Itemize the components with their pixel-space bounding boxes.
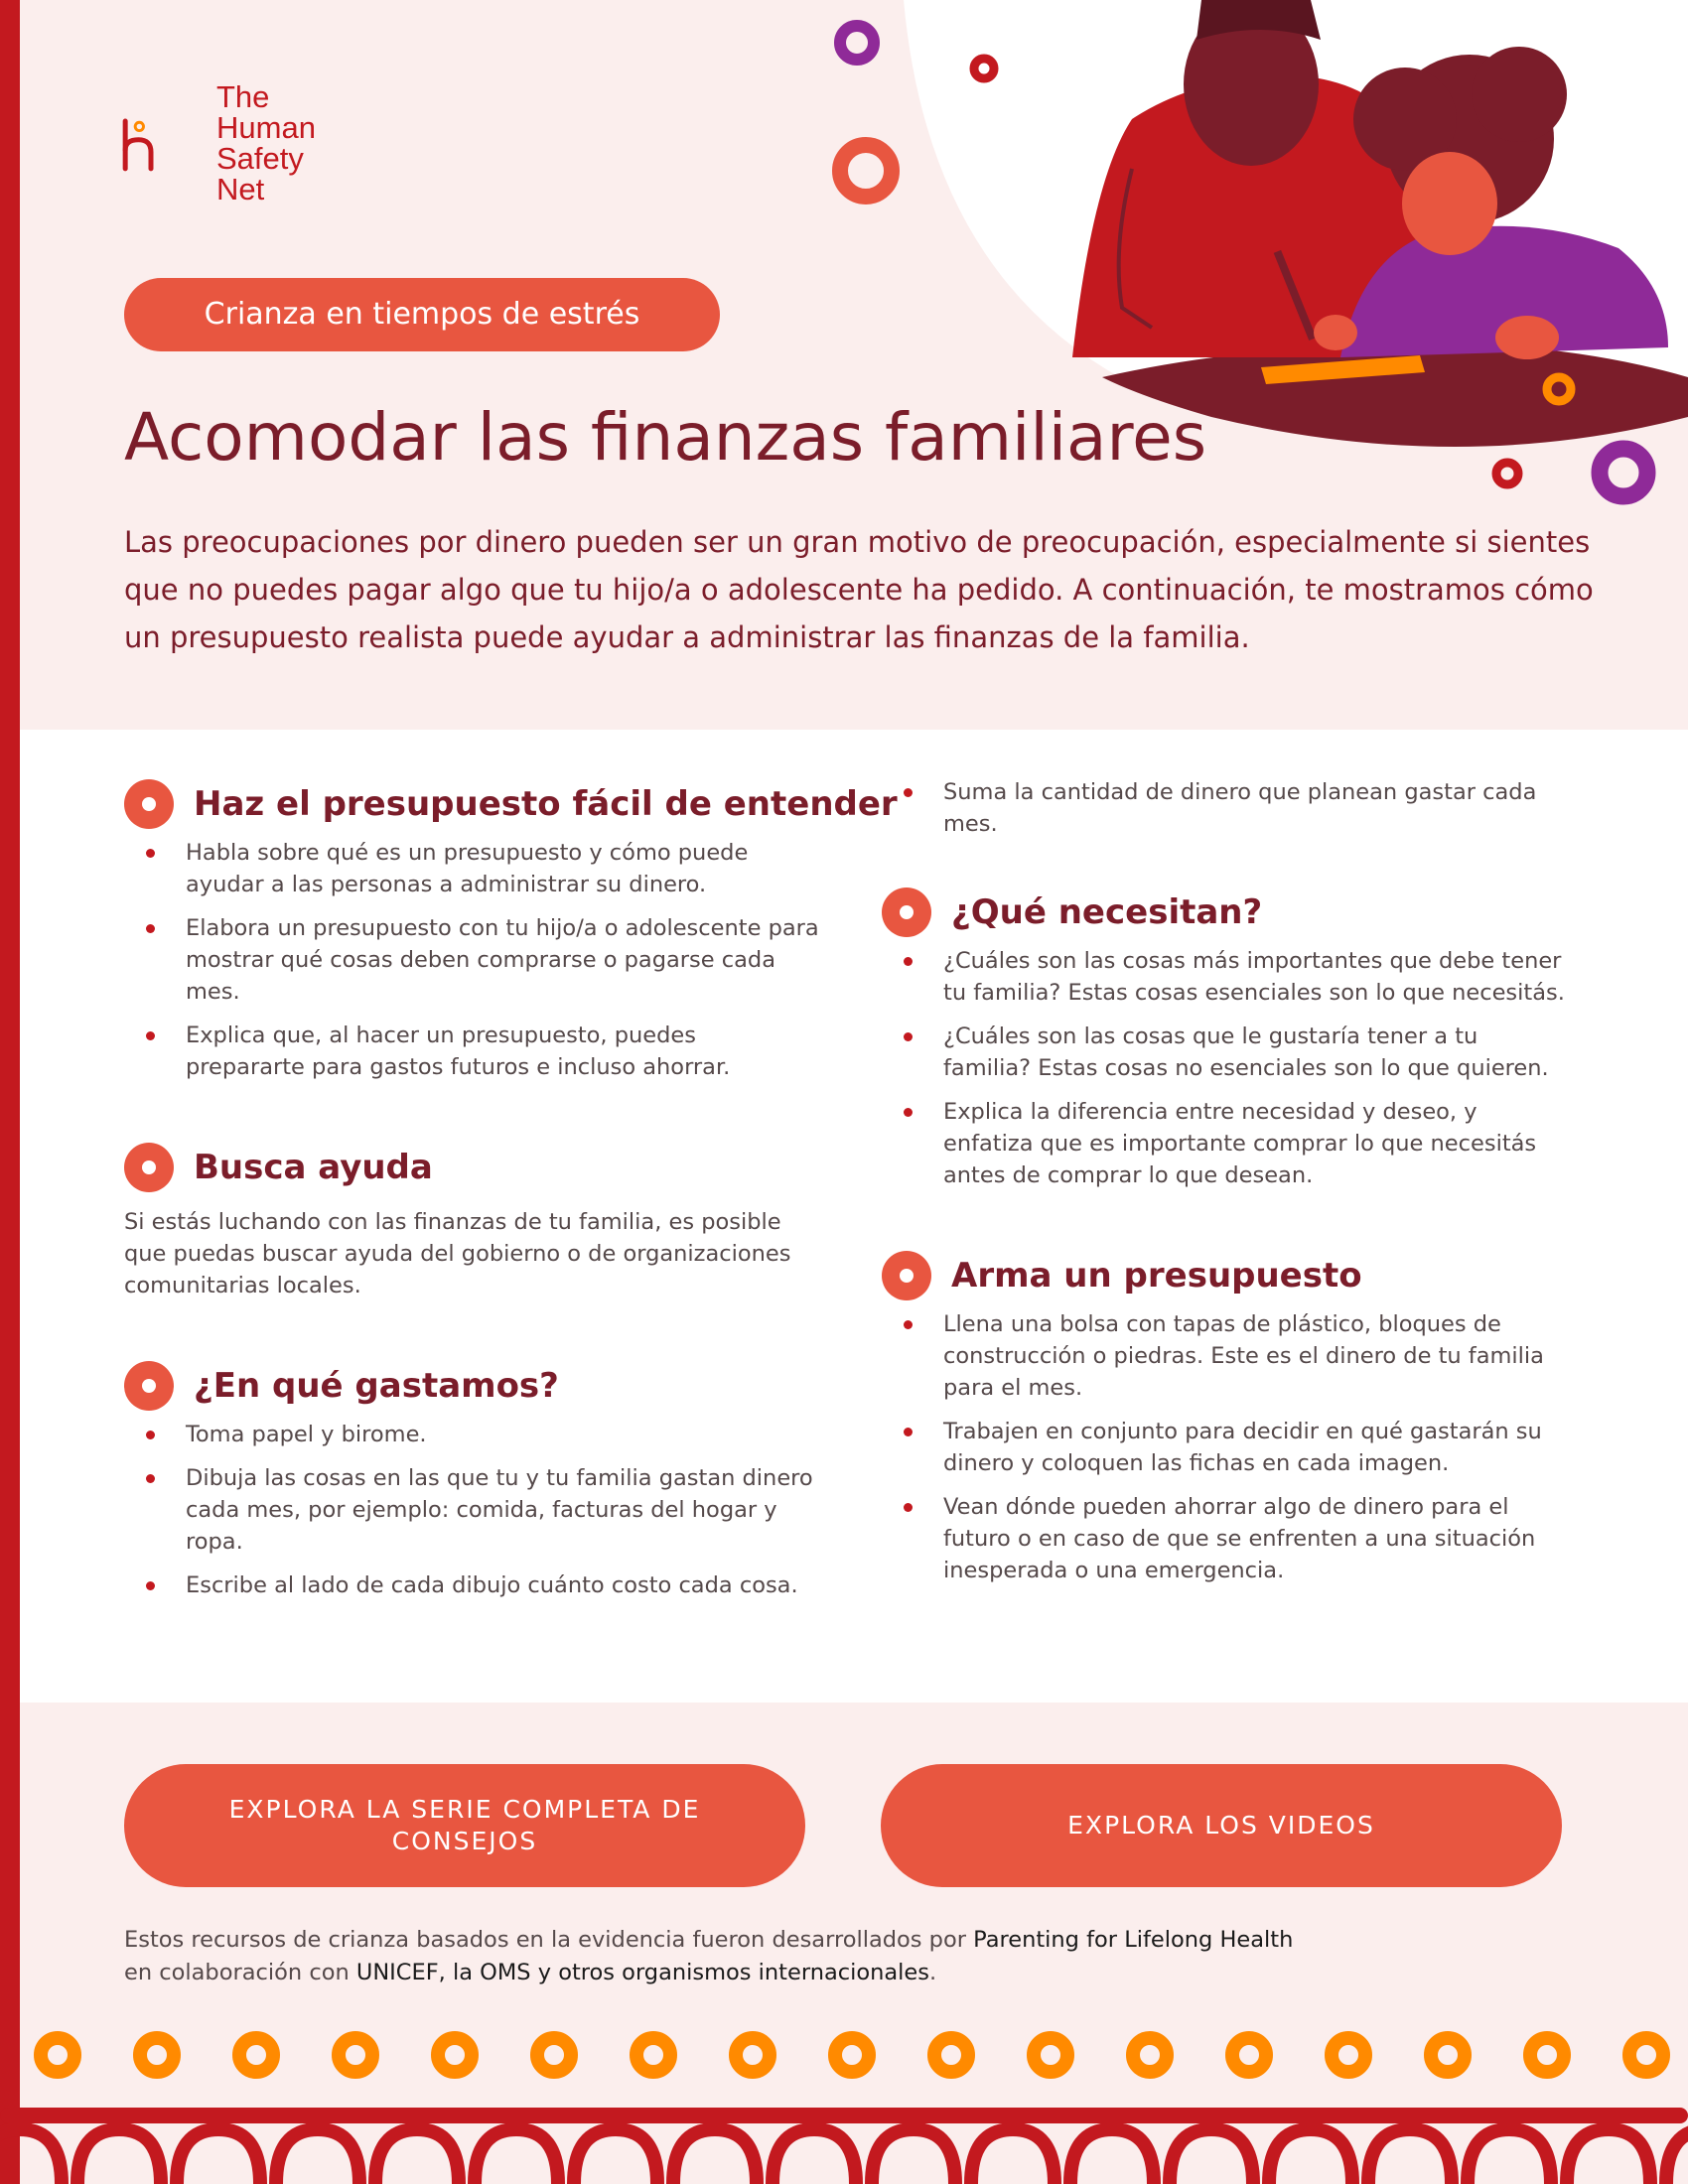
section-title: Arma un presupuesto <box>951 1256 1362 1296</box>
list-item: Toma papel y birome. <box>124 1419 819 1450</box>
decor-ring <box>239 2038 273 2072</box>
list-item: ¿Cuáles son las cosas más importantes que debe tener tu familia? Estas cosas esenciales son lo que necesitás. <box>882 945 1567 1009</box>
credit-text: Estos recursos de crianza basados en la evidencia fueron desarrollados por Parenting for Lifelong Health en colaboración con UNICEF, la OMS y otros organismos internacionales. <box>124 1927 1294 1985</box>
credit-org-pfl: Parenting for Lifelong Health <box>973 1927 1294 1953</box>
section-title: Haz el presupuesto fácil de entender <box>194 784 898 824</box>
decor-ring <box>736 2038 770 2072</box>
list-item: Explica que, al hacer un presupuesto, puedes prepararte para gastos futuros e incluso ahorrar. <box>124 1020 819 1083</box>
page-title: Acomodar las finanzas familiares <box>124 399 1207 476</box>
decor-arches <box>0 2129 1688 2184</box>
right-column <box>882 776 1567 1646</box>
section-needs <box>882 887 1567 1191</box>
list-item: Suma la cantidad de dinero que planean gastar cada mes. <box>882 776 1567 840</box>
decor-ring <box>41 2038 74 2072</box>
decor-ring <box>537 2038 571 2072</box>
decor-ring <box>1629 2038 1663 2072</box>
section-title: Busca ayuda <box>194 1148 433 1187</box>
section-easy-budget <box>124 779 898 1083</box>
decor-ring <box>1034 2038 1067 2072</box>
explore-series-button[interactable]: EXPLORA LA SERIE COMPLETA DE CONSEJOS <box>124 1764 805 1887</box>
decor-ring <box>1232 2038 1266 2072</box>
list-item: Explica la diferencia entre necesidad y deseo, y enfatiza que es importante comprar lo que necesitás antes de comprar lo que desean. <box>882 1096 1567 1191</box>
section-title: ¿En qué gastamos? <box>194 1366 559 1406</box>
list-item: ¿Cuáles son las cosas que le gustaría tener a tu familia? Estas cosas no esenciales son lo que quieren. <box>882 1021 1567 1084</box>
list-item: Habla sobre qué es un presupuesto y cómo puede ayudar a las personas a administrar su dinero. <box>124 837 819 900</box>
decor-ring <box>934 2038 968 2072</box>
left-accent-bar <box>0 0 20 2184</box>
decor-ring <box>140 2038 174 2072</box>
list-item: Llena una bolsa con tapas de plástico, bloques de construcción o piedras. Este es el dinero de tu familia para el mes. <box>882 1308 1567 1404</box>
section-spending <box>124 1361 819 1601</box>
list-item: Trabajen en conjunto para decidir en qué gastarán su dinero y coloquen las fichas en cada imagen. <box>882 1416 1567 1479</box>
section-spending-continued <box>882 776 1567 840</box>
list-item: Dibuja las cosas en las que tu y tu familia gastan dinero cada mes, por ejemplo: comida, facturas del hogar y ropa. <box>124 1462 819 1558</box>
credit-org-unicef: UNICEF, la OMS y otros organismos internacionales <box>355 1960 929 1985</box>
series-tag: Crianza en tiempos de estrés <box>124 278 720 351</box>
decor-ring <box>1332 2038 1365 2072</box>
section-get-help <box>124 1143 819 1301</box>
decor-ring <box>438 2038 472 2072</box>
decor-ring <box>636 2038 670 2072</box>
section-text: Si estás luchando con las finanzas de tu familia, es posible que puedas buscar ayuda del gobierno o de organizaciones comunitarias locales. <box>124 1209 791 1298</box>
decor-band <box>0 2108 1688 2123</box>
list-item: Vean dónde pueden ahorrar algo de dinero para el futuro o en caso de que se enfrenten a una situación inesperada o una emergencia. <box>882 1491 1567 1586</box>
decor-ring <box>835 2038 869 2072</box>
section-ring-icon <box>124 779 174 829</box>
logo-mark <box>121 81 220 210</box>
decor-ring <box>1133 2038 1167 2072</box>
decor-ring <box>1431 2038 1465 2072</box>
decor-ring <box>1530 2038 1564 2072</box>
logo-wordmark: The Human Safety Net <box>216 79 316 206</box>
decor-ring <box>339 2038 372 2072</box>
section-title: ¿Qué necesitan? <box>951 892 1263 932</box>
section-ring-icon <box>124 1361 174 1411</box>
section-ring-icon <box>124 1143 174 1192</box>
left-column <box>124 779 898 1661</box>
section-build-budget <box>882 1251 1567 1586</box>
decorative-border <box>0 2025 1688 2184</box>
explore-videos-button[interactable]: EXPLORA LOS VIDEOS <box>881 1764 1562 1887</box>
section-ring-icon <box>882 1251 931 1300</box>
list-item: Elabora un presupuesto con tu hijo/a o adolescente para mostrar qué cosas deben comprarse o pagarse cada mes. <box>124 912 819 1008</box>
intro-text: Las preocupaciones por dinero pueden ser un gran motivo de preocupación, especialmente si sientes que no puedes pagar algo que tu hijo/a o adolescente ha pedido. A continuación, te mostramos cómo un presupuesto realista puede ayudar a administrar las finanzas de la familia. <box>124 525 1594 654</box>
list-item: Escribe al lado de cada dibujo cuánto costo cada cosa. <box>124 1570 819 1601</box>
section-ring-icon <box>882 887 931 937</box>
